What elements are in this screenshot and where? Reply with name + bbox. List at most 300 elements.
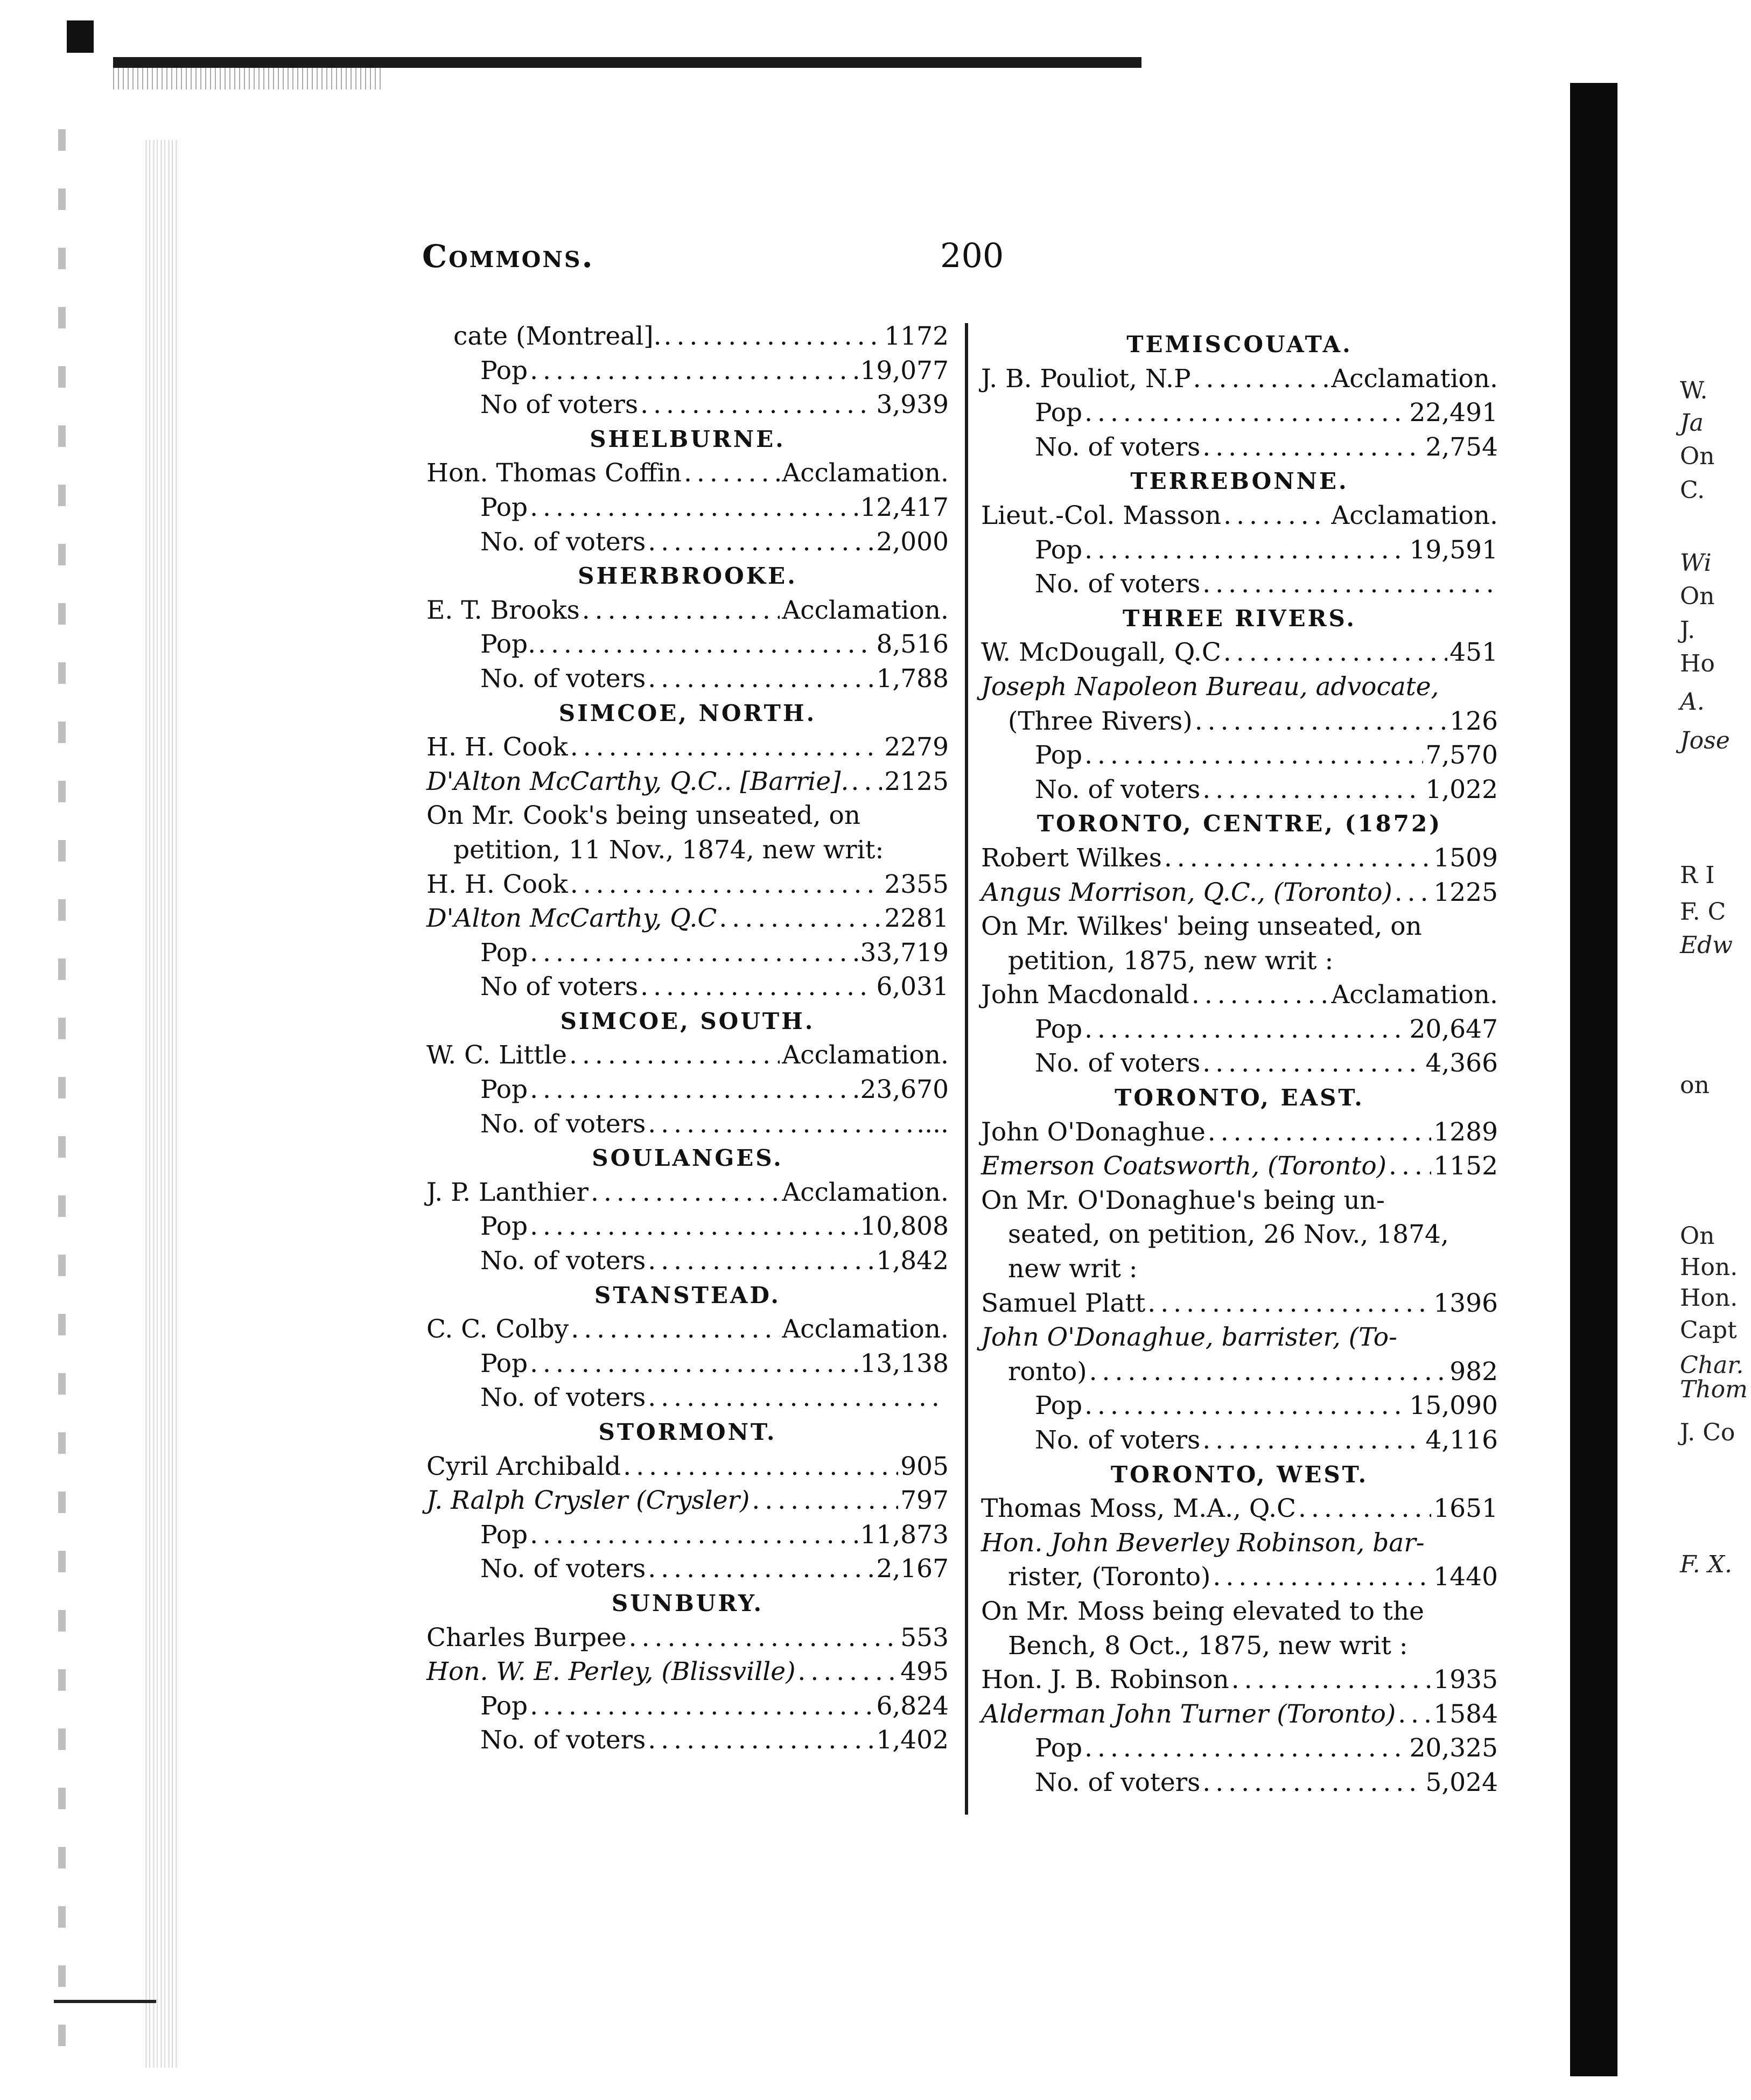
result-row (981, 738, 1498, 773)
note-text: petition, 1875, new writ : (1008, 946, 1334, 976)
entry-value: 15,090 (1409, 1391, 1498, 1421)
leader-dots (530, 1073, 858, 1107)
entry-label: Pop (480, 1691, 528, 1721)
result-row (981, 1389, 1498, 1423)
election-note (981, 1320, 1498, 1355)
result-row (981, 1423, 1498, 1458)
entry-label: Pop (1035, 1014, 1083, 1044)
page-title: Commons. (422, 238, 594, 275)
result-row (981, 1560, 1498, 1594)
leader-dots (1164, 841, 1432, 876)
entry-label: ronto) (1008, 1356, 1087, 1387)
entry-label: Pop (480, 1348, 528, 1378)
result-row (426, 1175, 949, 1210)
result-row (981, 635, 1498, 670)
entry-label: Pop (1035, 398, 1083, 428)
scan-right-edge (1570, 83, 1617, 2076)
leader-dots (648, 1723, 874, 1758)
entry-label: D'Alton McCarthy, Q.C (426, 904, 717, 934)
leader-dots (1202, 567, 1496, 601)
entry-value: Acclamation. (1331, 980, 1498, 1010)
entry-value: 2125 (884, 766, 949, 796)
entry-label: No. of voters (480, 1725, 646, 1755)
entry-label: Cyril Archibald (426, 1451, 621, 1481)
result-row (426, 730, 949, 765)
constituency-heading (426, 696, 949, 731)
entry-label: W. C. Little (426, 1040, 568, 1070)
election-note (981, 1252, 1498, 1286)
entry-label: No. of voters (1035, 774, 1201, 804)
entry-value: 22,491 (1409, 398, 1498, 428)
entry-label: No. of voters (1035, 432, 1201, 462)
entry-value: 6,031 (876, 972, 949, 1002)
result-row (981, 1355, 1498, 1389)
entry-value: Acclamation. (782, 1314, 949, 1345)
election-note (981, 1629, 1498, 1663)
result-row (981, 1731, 1498, 1766)
facing-page-fragment: W. (1680, 377, 1708, 404)
scan-bottom-mark (54, 2000, 156, 2003)
leader-dots (1231, 1663, 1432, 1697)
entry-value: 1225 (1433, 877, 1498, 907)
leader-dots (648, 1244, 874, 1278)
note-text: seated, on petition, 26 Nov., 1874, (1008, 1220, 1449, 1250)
entry-label: Pop (480, 1212, 528, 1242)
entry-value: 4,366 (1425, 1048, 1498, 1079)
constituency-name: STORMONT. (598, 1419, 777, 1445)
entry-value: 8,516 (876, 629, 949, 660)
constituency-heading (981, 1458, 1498, 1492)
leader-dots (664, 319, 882, 354)
entry-label: No. of voters (1035, 1048, 1201, 1079)
entry-value: 1172 (884, 321, 949, 351)
entry-value: 982 (1449, 1356, 1498, 1387)
facing-page-fragment: Hon. (1680, 1284, 1738, 1312)
entry-value: 7,570 (1425, 740, 1498, 771)
facing-page-fragment: J. Co (1680, 1419, 1735, 1446)
entry-label: Pop (1035, 1733, 1083, 1763)
entry-value: 1509 (1433, 843, 1498, 873)
facing-page-fragment: On (1680, 443, 1715, 470)
result-row (426, 1450, 949, 1484)
constituency-heading (981, 464, 1498, 499)
result-row (981, 430, 1498, 465)
entry-value: 451 (1449, 638, 1498, 668)
entry-label: No. of voters (1035, 569, 1201, 599)
entry-label: Pop (480, 1075, 528, 1105)
entry-value: 1651 (1433, 1494, 1498, 1524)
leader-dots (1084, 1012, 1407, 1047)
result-row (981, 1286, 1498, 1321)
entry-label: No. of voters (480, 663, 646, 694)
entry-value: 1396 (1433, 1288, 1498, 1318)
entry-label: Hon. W. E. Perley, (Blissville) (426, 1657, 796, 1687)
result-row (981, 1766, 1498, 1800)
constituency-name: SIMCOE, NORTH. (558, 699, 817, 726)
entry-value: 6,824 (876, 1691, 949, 1721)
entry-value: Acclamation. (1331, 500, 1498, 530)
entry-value: 553 (900, 1622, 949, 1653)
result-row (426, 1347, 949, 1381)
leader-dots (570, 730, 882, 765)
entry-value: 1,022 (1425, 774, 1498, 804)
leader-dots (530, 1209, 858, 1244)
constituency-heading (426, 1141, 949, 1175)
entry-label: No of voters (480, 972, 639, 1002)
result-row (426, 1518, 949, 1552)
entry-label: cate (Montreal]. (453, 321, 662, 351)
entry-value: 1,402 (876, 1725, 949, 1755)
entry-value: 19,077 (860, 355, 949, 386)
note-text: On Mr. O'Donaghue's being un- (981, 1185, 1385, 1215)
election-note (426, 833, 949, 867)
entry-label: Angus Morrison, Q.C., (Toronto) (981, 877, 1392, 907)
entry-label: Hon. Thomas Coffin (426, 458, 682, 488)
constituency-heading (426, 1004, 949, 1039)
entry-value: Acclamation. (1331, 363, 1498, 394)
note-text: On Mr. Moss being elevated to the (981, 1596, 1424, 1626)
leader-dots (530, 491, 858, 525)
leader-dots (1213, 1560, 1431, 1594)
leader-dots (752, 1483, 898, 1518)
entry-label: Pop (480, 355, 528, 386)
leader-dots (1195, 704, 1448, 739)
result-row (981, 533, 1498, 568)
entry-value: Acclamation. (782, 1177, 949, 1207)
constituency-heading (426, 559, 949, 593)
facing-page-fragment: Thom (1680, 1376, 1748, 1403)
entry-value: 1584 (1433, 1699, 1498, 1729)
result-row (426, 1312, 949, 1347)
facing-page-fragment: Edw (1680, 932, 1733, 959)
entry-label: rister, (Toronto) (1008, 1562, 1211, 1592)
facing-page-fragment: Capt (1680, 1317, 1737, 1344)
result-row (981, 876, 1498, 910)
result-row (426, 1073, 949, 1107)
entry-value: 495 (900, 1657, 949, 1687)
entry-label: John Macdonald (981, 980, 1189, 1010)
constituency-name: THREE RIVERS. (1123, 605, 1356, 632)
entry-label: Emerson Coatsworth, (Toronto) (981, 1151, 1386, 1181)
note-text: On Mr. Cook's being unseated, on (426, 801, 861, 831)
leader-dots (1084, 533, 1407, 568)
leader-dots (1202, 1423, 1423, 1458)
entry-label: E. T. Brooks (426, 595, 580, 625)
entry-value: 33,719 (860, 937, 949, 968)
leader-dots (851, 765, 882, 799)
leader-dots (1398, 1697, 1431, 1732)
entry-label: No. of voters (480, 1246, 646, 1276)
leader-dots (648, 1107, 914, 1142)
leader-dots (623, 1450, 898, 1484)
leader-dots (1208, 1115, 1432, 1150)
leader-dots (640, 388, 874, 422)
election-note (981, 944, 1498, 978)
entry-value: 797 (900, 1486, 949, 1516)
leader-dots (1193, 362, 1329, 396)
entry-value: 11,873 (860, 1520, 949, 1550)
result-row (426, 491, 949, 525)
result-row (981, 841, 1498, 876)
right-column (981, 327, 1498, 1800)
result-row (426, 1381, 949, 1415)
result-row (426, 1244, 949, 1278)
entry-label: No. of voters (480, 1554, 646, 1584)
leader-dots (1202, 1766, 1423, 1800)
leader-dots (1202, 1046, 1423, 1081)
facing-page-fragment: Ho (1680, 650, 1715, 677)
result-row (426, 901, 949, 936)
entry-value: 1152 (1433, 1151, 1498, 1181)
note-text: John O'Donaghue, barrister, (To- (981, 1322, 1397, 1353)
leader-dots (530, 1689, 874, 1724)
leader-dots (569, 1038, 780, 1073)
leader-dots (1395, 876, 1432, 910)
leader-dots (1298, 1492, 1431, 1526)
leader-dots (530, 936, 858, 970)
constituency-name: SHERBROOKE. (578, 563, 797, 590)
entry-value: 2355 (884, 869, 949, 899)
entry-label: Pop (480, 492, 528, 522)
leader-dots (1084, 738, 1423, 773)
result-row (981, 978, 1498, 1012)
entry-label: Pop (1035, 740, 1083, 771)
constituency-name: SOULANGES. (592, 1145, 783, 1172)
election-note (981, 909, 1498, 944)
election-note (981, 1217, 1498, 1252)
result-row (426, 1655, 949, 1689)
entry-value: 10,808 (860, 1212, 949, 1242)
entry-label: Pop (1035, 535, 1083, 565)
constituency-heading (981, 807, 1498, 841)
entry-label: Hon. J. B. Robinson (981, 1665, 1229, 1695)
entry-value: 126 (1449, 706, 1498, 736)
entry-value: 1935 (1433, 1665, 1498, 1695)
entry-label: Charles Burpee (426, 1622, 627, 1653)
leader-dots (648, 1381, 947, 1415)
constituency-heading (981, 327, 1498, 362)
constituency-name: TEMISCOUATA. (1126, 331, 1353, 358)
entry-value: 5,024 (1425, 1767, 1498, 1797)
entry-label: No. of voters (480, 1383, 646, 1413)
entry-value: 12,417 (860, 492, 949, 522)
leader-dots (1223, 499, 1329, 533)
election-note (981, 1526, 1498, 1560)
entry-label: H. H. Cook (426, 869, 568, 899)
scan-top-texture (113, 68, 382, 89)
entry-value: 905 (900, 1451, 949, 1481)
result-row (426, 388, 949, 422)
leader-dots (1084, 1731, 1407, 1766)
scan-top-edge (113, 57, 1141, 68)
constituency-name: TORONTO, EAST. (1115, 1084, 1364, 1111)
entry-label: No. of voters (1035, 1767, 1201, 1797)
entry-label: J. Ralph Crysler (Crysler) (426, 1486, 750, 1516)
result-row (426, 319, 949, 354)
result-row (981, 567, 1498, 601)
leader-dots (530, 354, 858, 388)
result-row (426, 1483, 949, 1518)
result-row (426, 867, 949, 902)
entry-label: H. H. Cook (426, 732, 568, 762)
facing-page-fragment: On (1680, 1222, 1715, 1250)
entry-label: D'Alton McCarthy, Q.C.. [Barrie]. (426, 766, 849, 796)
result-row (426, 970, 949, 1004)
constituency-heading (426, 1586, 949, 1621)
constituency-heading (426, 1415, 949, 1450)
entry-label: Robert Wilkes (981, 843, 1162, 873)
entry-label: No. of voters (480, 1109, 646, 1139)
leader-dots (538, 627, 874, 662)
column-divider (965, 323, 968, 1815)
result-row (426, 456, 949, 491)
leader-dots (582, 593, 780, 628)
result-row (426, 627, 949, 662)
result-row (981, 1149, 1498, 1184)
leader-dots (1223, 635, 1447, 670)
leader-dots (719, 901, 882, 936)
entry-value: 2281 (884, 904, 949, 934)
entry-value: 13,138 (860, 1348, 949, 1378)
result-row (981, 1115, 1498, 1150)
election-note (981, 670, 1498, 704)
entry-value: 2,000 (876, 527, 949, 557)
facing-page-fragment: Jose (1680, 727, 1730, 754)
facing-page-fragment: F. X. (1680, 1551, 1732, 1578)
constituency-heading (981, 601, 1498, 636)
facing-page-fragment: C. (1680, 477, 1705, 504)
leader-dots (1084, 1389, 1407, 1423)
result-row (981, 362, 1498, 396)
entry-label: Samuel Platt (981, 1288, 1146, 1318)
leader-dots (1089, 1355, 1448, 1389)
result-row (981, 396, 1498, 430)
leader-dots (797, 1655, 898, 1689)
election-note (981, 1184, 1498, 1218)
entry-label: J. B. Pouliot, N.P (981, 363, 1191, 394)
leader-dots (1389, 1149, 1431, 1184)
entry-value: 2279 (884, 732, 949, 762)
result-row (981, 1663, 1498, 1697)
result-row (981, 773, 1498, 807)
result-row (426, 1038, 949, 1073)
entry-label: J. P. Lanthier (426, 1177, 589, 1207)
facing-page-fragment: R I (1680, 862, 1715, 889)
note-text: petition, 11 Nov., 1874, new writ: (453, 835, 884, 865)
leader-dots (1202, 773, 1423, 807)
entry-label: C. C. Colby (426, 1314, 569, 1345)
constituency-heading (426, 1278, 949, 1313)
result-row (426, 1209, 949, 1244)
entry-value: 20,647 (1409, 1014, 1498, 1044)
note-text: Hon. John Beverley Robinson, bar- (981, 1528, 1425, 1558)
entry-label: Thomas Moss, M.A., Q.C (981, 1494, 1297, 1524)
result-row (426, 1107, 949, 1142)
entry-value: Acclamation. (782, 458, 949, 488)
scan-binding-marks (58, 129, 66, 2046)
entry-value: 20,325 (1409, 1733, 1498, 1763)
entry-label: John O'Donaghue (981, 1117, 1206, 1147)
constituency-name: STANSTEAD. (594, 1282, 781, 1308)
constituency-name: TORONTO, WEST. (1110, 1461, 1369, 1488)
result-row (981, 499, 1498, 533)
entry-label: No of voters (480, 390, 639, 420)
entry-label: Pop (480, 1520, 528, 1550)
leader-dots (570, 867, 882, 902)
leader-dots (1084, 396, 1407, 430)
result-row (426, 1621, 949, 1655)
result-row (426, 1689, 949, 1724)
constituency-heading (981, 1081, 1498, 1115)
leader-dots (1147, 1286, 1431, 1321)
constituency-name: SHELBURNE. (590, 425, 786, 452)
constituency-name: TORONTO, CENTRE, (1872) (1036, 810, 1442, 837)
result-row (981, 1046, 1498, 1081)
result-row (981, 1492, 1498, 1526)
entry-label: Alderman John Turner (Toronto) (981, 1699, 1396, 1729)
leader-dots (591, 1175, 780, 1210)
entry-value: .... (916, 1109, 949, 1139)
facing-page-fragment: On (1680, 583, 1715, 610)
entry-value: 1289 (1433, 1117, 1498, 1147)
result-row (426, 1552, 949, 1586)
entry-value: 2,754 (1425, 432, 1498, 462)
note-text: Joseph Napoleon Bureau, advocate, (981, 671, 1439, 702)
leader-dots (1202, 430, 1423, 465)
facing-page-fragment: Wi (1680, 549, 1712, 577)
result-row (981, 1012, 1498, 1047)
leader-dots (648, 662, 874, 696)
entry-label: Pop (480, 937, 528, 968)
facing-page-fragment: Hon. (1680, 1254, 1738, 1281)
result-row (426, 936, 949, 970)
constituency-name: TERREBONNE. (1130, 468, 1349, 495)
note-text: Bench, 8 Oct., 1875, new writ : (1008, 1630, 1408, 1661)
leader-dots (640, 970, 874, 1004)
entry-label: Pop. (480, 629, 536, 660)
entry-value: 23,670 (860, 1075, 949, 1105)
scan-binding-texture (145, 140, 178, 2068)
leader-dots (571, 1312, 780, 1347)
entry-label: (Three Rivers) (1008, 706, 1193, 736)
result-row (426, 662, 949, 696)
result-row (981, 704, 1498, 739)
result-row (981, 1697, 1498, 1732)
result-row (426, 593, 949, 628)
entry-label: W. McDougall, Q.C (981, 638, 1221, 668)
constituency-name: SIMCOE, SOUTH. (560, 1007, 815, 1034)
left-column (426, 319, 949, 1758)
entry-value: 1440 (1433, 1562, 1498, 1592)
entry-value: 4,116 (1425, 1425, 1498, 1455)
result-row (426, 525, 949, 559)
facing-page-fragment: on (1680, 1072, 1710, 1099)
leader-dots (648, 525, 874, 559)
page-number: 200 (940, 236, 1004, 275)
facing-page-fragment: J. (1680, 617, 1696, 644)
note-text: On Mr. Wilkes' being unseated, on (981, 912, 1422, 942)
leader-dots (1192, 978, 1329, 1012)
entry-value: 19,591 (1409, 535, 1498, 565)
constituency-heading (426, 422, 949, 457)
leader-dots (530, 1518, 858, 1552)
election-note (981, 1594, 1498, 1629)
leader-dots (684, 456, 780, 491)
entry-label: Lieut.-Col. Masson (981, 500, 1222, 530)
entry-value: 3,939 (876, 390, 949, 420)
leader-dots (530, 1347, 858, 1381)
result-row (426, 1723, 949, 1758)
